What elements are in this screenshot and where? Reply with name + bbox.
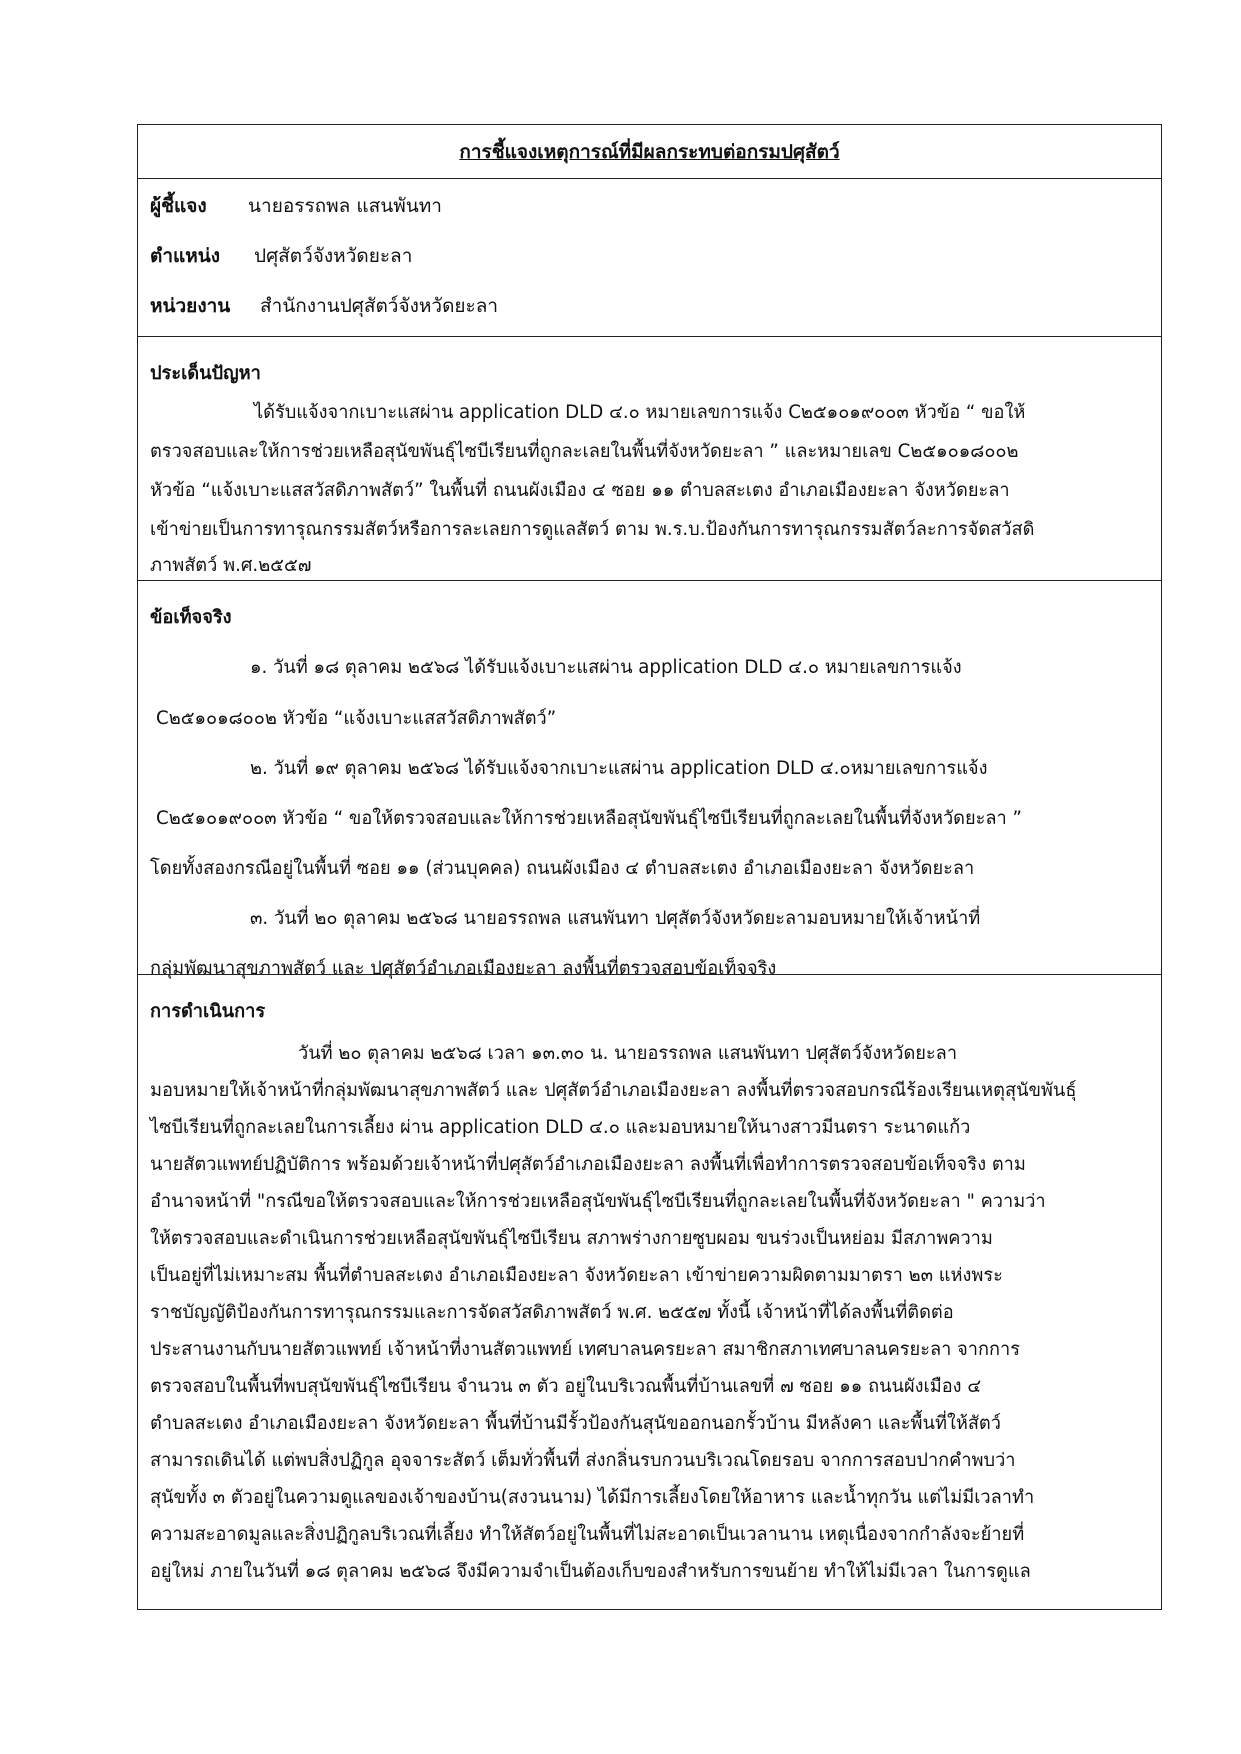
action-line: อยู่ใหม่ ภายในวันที่ ๑๘ ตุลาคม ๒๕๖๘ จึงมีความจำเป็นต้องเก็บของสำหรับการขนย้าย ทำให้ไม่มีเวลา ในการดูแล (150, 1561, 1031, 1582)
fact-item: C๒๕๑๐๑๙๐๐๓ หัวข้อ “ ขอให้ตรวจสอบและให้การช่วยเหลือสุนัขพันธุ์ไซบีเรียนที่ถูกละเลยในพื้นที่จังหวัดยะลา ” (156, 808, 1022, 829)
action-line: ตรวจสอบในพื้นที่พบสุนัขพันธุ์ไซบีเรียน จำนวน ๓ ตัว อยู่ในบริเวณพื้นที่บ้านเลขที่ ๗ ซอย ๑๑ ถนนผังเมือง ๔ (150, 1376, 982, 1397)
issue-line: ได้รับแจ้งจากเบาะแสผ่าน application DLD ๔.๐ หมายเลขการแจ้ง C๒๕๑๐๑๙๐๐๓ หัวข้อ “ ขอให้ (254, 402, 1026, 423)
action-line: ไซบีเรียนที่ถูกละเลยในการเลี้ยง ผ่าน application DLD ๔.๐ และมอบหมายให้นางสาวมีนตรา ระนาดแก้ว (150, 1117, 971, 1138)
action-line: ให้ตรวจสอบและดำเนินการช่วยเหลือสุนัขพันธุ์ไซบีเรียน สภาพร่างกายซูบผอม ขนร่วงเป็นหย่อม มีสภาพความ (150, 1228, 993, 1249)
position-value: ปศุสัตว์จังหวัดยะลา (254, 245, 413, 267)
agency-value: สำนักงานปศุสัตว์จังหวัดยะลา (260, 295, 499, 317)
reporter-label: ผู้ชี้แจง (150, 195, 207, 217)
action-line: ประสานงานกับนายสัตวแพทย์ เจ้าหน้าที่งานสัตวแพทย์ เทศบาลนครยะลา สมาชิกสภาเทศบาลนครยะลา จากการ (150, 1339, 1020, 1360)
fact-item: โดยทั้งสองกรณีอยู่ในพื้นที่ ซอย ๑๑ (ส่วนบุคคล) ถนนผังเมือง ๔ ตำบลสะเตง อำเภอเมืองยะลา จังหวัดยะลา (150, 858, 975, 879)
reporter-info-section (138, 179, 1161, 337)
action-line: มอบหมายให้เจ้าหน้าที่กลุ่มพัฒนาสุขภาพสัตว์ และ ปศุสัตว์อำเภอเมืองยะลา ลงพื้นที่ตรวจสอบกรณีร้องเรียนเหตุสุนัขพันธุ์ (150, 1080, 1077, 1101)
reporter-value: นายอรรถพล แสนพันทา (248, 195, 442, 217)
facts-heading: ข้อเท็จจริง (150, 607, 232, 628)
agency-row (150, 291, 498, 321)
agency-label: หน่วยงาน (150, 295, 231, 317)
action-line: ตำบลสะเตง อำเภอเมืองยะลา จังหวัดยะลา พื้นที่บ้านมีรั้วป้องกันสุนัขออกนอกรั้วบ้าน มีหลังคา และพื้นที่ให้สัตว์ (150, 1413, 1001, 1434)
action-line: ราชบัญญัติป้องกันการทารุณกรรมและการจัดสวัสดิภาพสัตว์ พ.ศ. ๒๕๕๗ ทั้งนี้ เจ้าหน้าที่ได้ลงพื้นที่ติดต่อ (150, 1302, 954, 1323)
fact-item: C๒๕๑๐๑๘๐๐๒ หัวข้อ “แจ้งเบาะแสสวัสดิภาพสัตว์” (156, 708, 557, 729)
fact-item: ๑. วันที่ ๑๘ ตุลาคม ๒๕๖๘ ได้รับแจ้งเบาะแสผ่าน application DLD ๔.๐ หมายเลขการแจ้ง (250, 657, 962, 678)
issue-line: ตรวจสอบและให้การช่วยเหลือสุนัขพันธุ์ไซบีเรียนที่ถูกละเลยในพื้นที่จังหวัดยะลา ” และหมายเลข C๒๕๑๐๑๘๐๐๒ (150, 441, 1019, 462)
action-line: วันที่ ๒๐ ตุลาคม ๒๕๖๘ เวลา ๑๓.๓๐ น. นายอรรถพล แสนพันทา ปศุสัตว์จังหวัดยะลา (298, 1043, 958, 1064)
fact-item: ๒. วันที่ ๑๙ ตุลาคม ๒๕๖๘ ได้รับแจ้งจากเบาะแสผ่าน application DLD ๔.๐หมายเลขการแจ้ง (250, 758, 988, 779)
fact-item: ๓. วันที่ ๒๐ ตุลาคม ๒๕๖๘ นายอรรถพล แสนพันทา ปศุสัตว์จังหวัดยะลามอบหมายให้เจ้าหน้าที่ (250, 908, 981, 929)
issue-heading: ประเด็นปัญหา (150, 363, 261, 384)
reporter-row (150, 191, 442, 221)
document-title: การชี้แจงเหตุการณ์ที่มีผลกระทบต่อกรมปศุสัตว์ (138, 125, 1161, 179)
fact-item: กลุ่มพัฒนาสุขภาพสัตว์ และ ปศุสัตว์อำเภอเมืองยะลา ลงพื้นที่ตรวจสอบข้อเท็จจริง (150, 958, 777, 979)
issue-line: หัวข้อ “แจ้งเบาะแสสวัสดิภาพสัตว์” ในพื้นที่ ถนนผังเมือง ๔ ซอย ๑๑ ตำบลสะเตง อำเภอเมืองยะลา จังหวัดยะลา (150, 480, 1010, 501)
issue-section (138, 337, 1161, 581)
action-line: สามารถเดินได้ แต่พบสิ่งปฏิกูล อุจจาระสัตว์ เต็มทั่วพื้นที่ ส่งกลิ่นรบกวนบริเวณโดยรอบ จากการสอบปากคำพบว่า (150, 1450, 1016, 1471)
action-section (138, 975, 1161, 1609)
facts-section (138, 581, 1161, 979)
action-line: อำนาจหน้าที่ "กรณีขอให้ตรวจสอบและให้การช่วยเหลือสุนัขพันธุ์ไซบีเรียนที่ถูกละเลยในพื้นที่จังหวัดยะลา " ความว่า (150, 1191, 1046, 1212)
document-table (137, 124, 1162, 1610)
action-heading: การดำเนินการ (150, 1001, 266, 1022)
position-row (150, 241, 412, 271)
action-line: สุนัขทั้ง ๓ ตัวอยู่ในความดูแลของเจ้าของบ้าน(สงวนนาม) ได้มีการเลี้ยงโดยให้อาหาร และน้ำทุกวัน แต่ไม่มีเวลาทำ (150, 1487, 1035, 1508)
position-label: ตำแหน่ง (150, 245, 221, 267)
action-line: ความสะอาดมูลและสิ่งปฏิกูลบริเวณที่เลี้ยง ทำให้สัตว์อยู่ในพื้นที่ไม่สะอาดเป็นเวลานาน เหตุเนื่องจากกำลังจะย้ายที่ (150, 1524, 1025, 1545)
action-line: เป็นอยู่ที่ไม่เหมาะสม พื้นที่ตำบลสะเตง อำเภอเมืองยะลา จังหวัดยะลา เข้าข่ายความผิดตามมาตรา ๒๓ แห่งพระ (150, 1265, 1003, 1286)
action-line: นายสัตวแพทย์ปฏิบัติการ พร้อมด้วยเจ้าหน้าที่ปศุสัตว์อำเภอเมืองยะลา ลงพื้นที่เพื่อทำการตรวจสอบข้อเท็จจริง ตาม (150, 1154, 1026, 1175)
issue-line: ภาพสัตว์ พ.ศ.๒๕๕๗ (150, 555, 312, 576)
issue-line: เข้าข่ายเป็นการทารุณกรรมสัตว์หรือการละเลยการดูแลสัตว์ ตาม พ.ร.บ.ป้องกันการทารุณกรรมสัตว์ละการจัดสวัสดิ (150, 519, 1035, 540)
